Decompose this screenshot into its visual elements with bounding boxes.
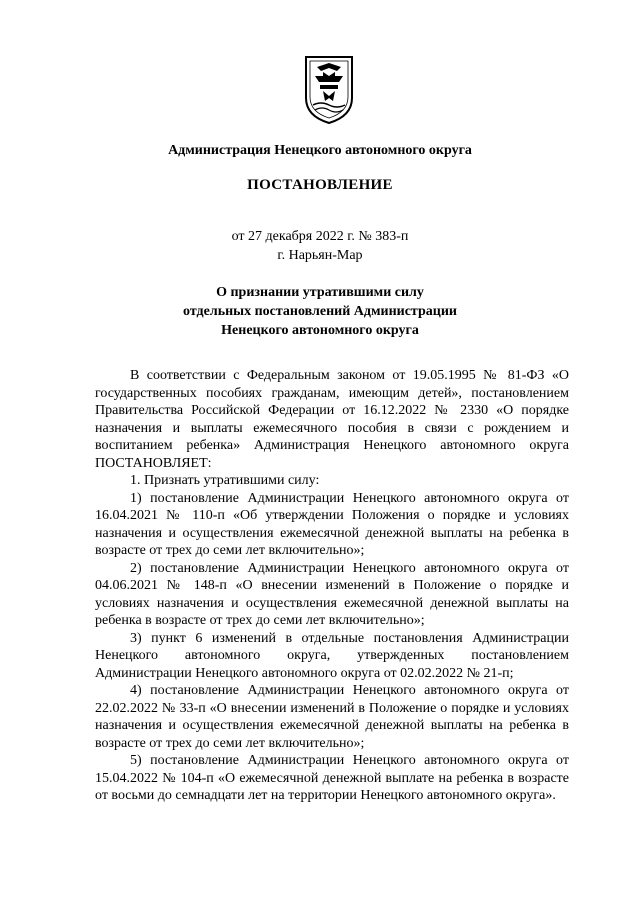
document-body: [95, 367, 569, 805]
organization-name: Администрация Ненецкого автономного округа: [168, 143, 472, 158]
list-item: 5) постановление Администрации Ненецкого автономного округа от 15.04.2022 № 104-п «О ежемесячной денежной выплате на ребенка в возрасте от восьми до семнадцати лет на территории Ненецкого автономного округа».: [95, 753, 569, 803]
document-title: [0, 283, 640, 340]
document-date-number: от 27 декабря 2022 г. № 383-п: [231, 229, 409, 244]
list-item: 3) пункт 6 изменений в отдельные постановления Администрации Ненецкого автономного округа, утвержденных постановлением Администрации Ненецкого автономного округа от 02.02.2022 № 21-п;: [95, 630, 569, 681]
document-type: ПОСТАНОВЛЕНИЕ: [247, 177, 393, 193]
list-item: 2) постановление Администрации Ненецкого автономного округа от 04.06.2021 № 148-п «О внесении изменений в Положение о порядке и условиях назначения и осуществления ежемесячной денежной выплаты на ребенка в возрасте от трех до семи лет включительно»;: [95, 560, 569, 628]
preamble-paragraph: В соответствии с Федеральным законом от 19.05.1995 № 81-ФЗ «О государственных пособиях гражданам, имеющим детей», постановлением Правительства Российской Федерации от 16.12.2022 № 2330 «О порядке назначения и выплаты ежемесячного пособия в связи с рождением и воспитанием ребенка» Администрация Ненецкого автономного округа ПОСТАНОВЛЯЕТ:: [95, 368, 569, 471]
title-line: О признании утратившими силу: [216, 285, 424, 300]
list-item: 4) постановление Администрации Ненецкого автономного округа от 22.02.2022 № 33-п «О внесении изменений в Положение о порядке и условиях назначения и осуществления ежемесячной денежной выплаты на ребенка в возрасте от трех до семи лет включительно»;: [95, 683, 569, 751]
title-line: отдельных постановлений Администрации: [183, 304, 457, 319]
title-line: Ненецкого автономного округа: [221, 323, 419, 338]
clause-paragraph: 1. Признать утратившими силу:: [130, 473, 320, 488]
document-city: г. Нарьян-Мар: [277, 248, 363, 263]
list-item: 1) постановление Администрации Ненецкого автономного округа от 16.04.2021 № 110-п «Об утверждении Положения о порядке и условиях назначения и осуществления ежемесячной денежной выплаты на ребенка в возрасте от трех до семи лет включительно»;: [95, 490, 569, 558]
coat-of-arms-icon: [303, 54, 355, 126]
